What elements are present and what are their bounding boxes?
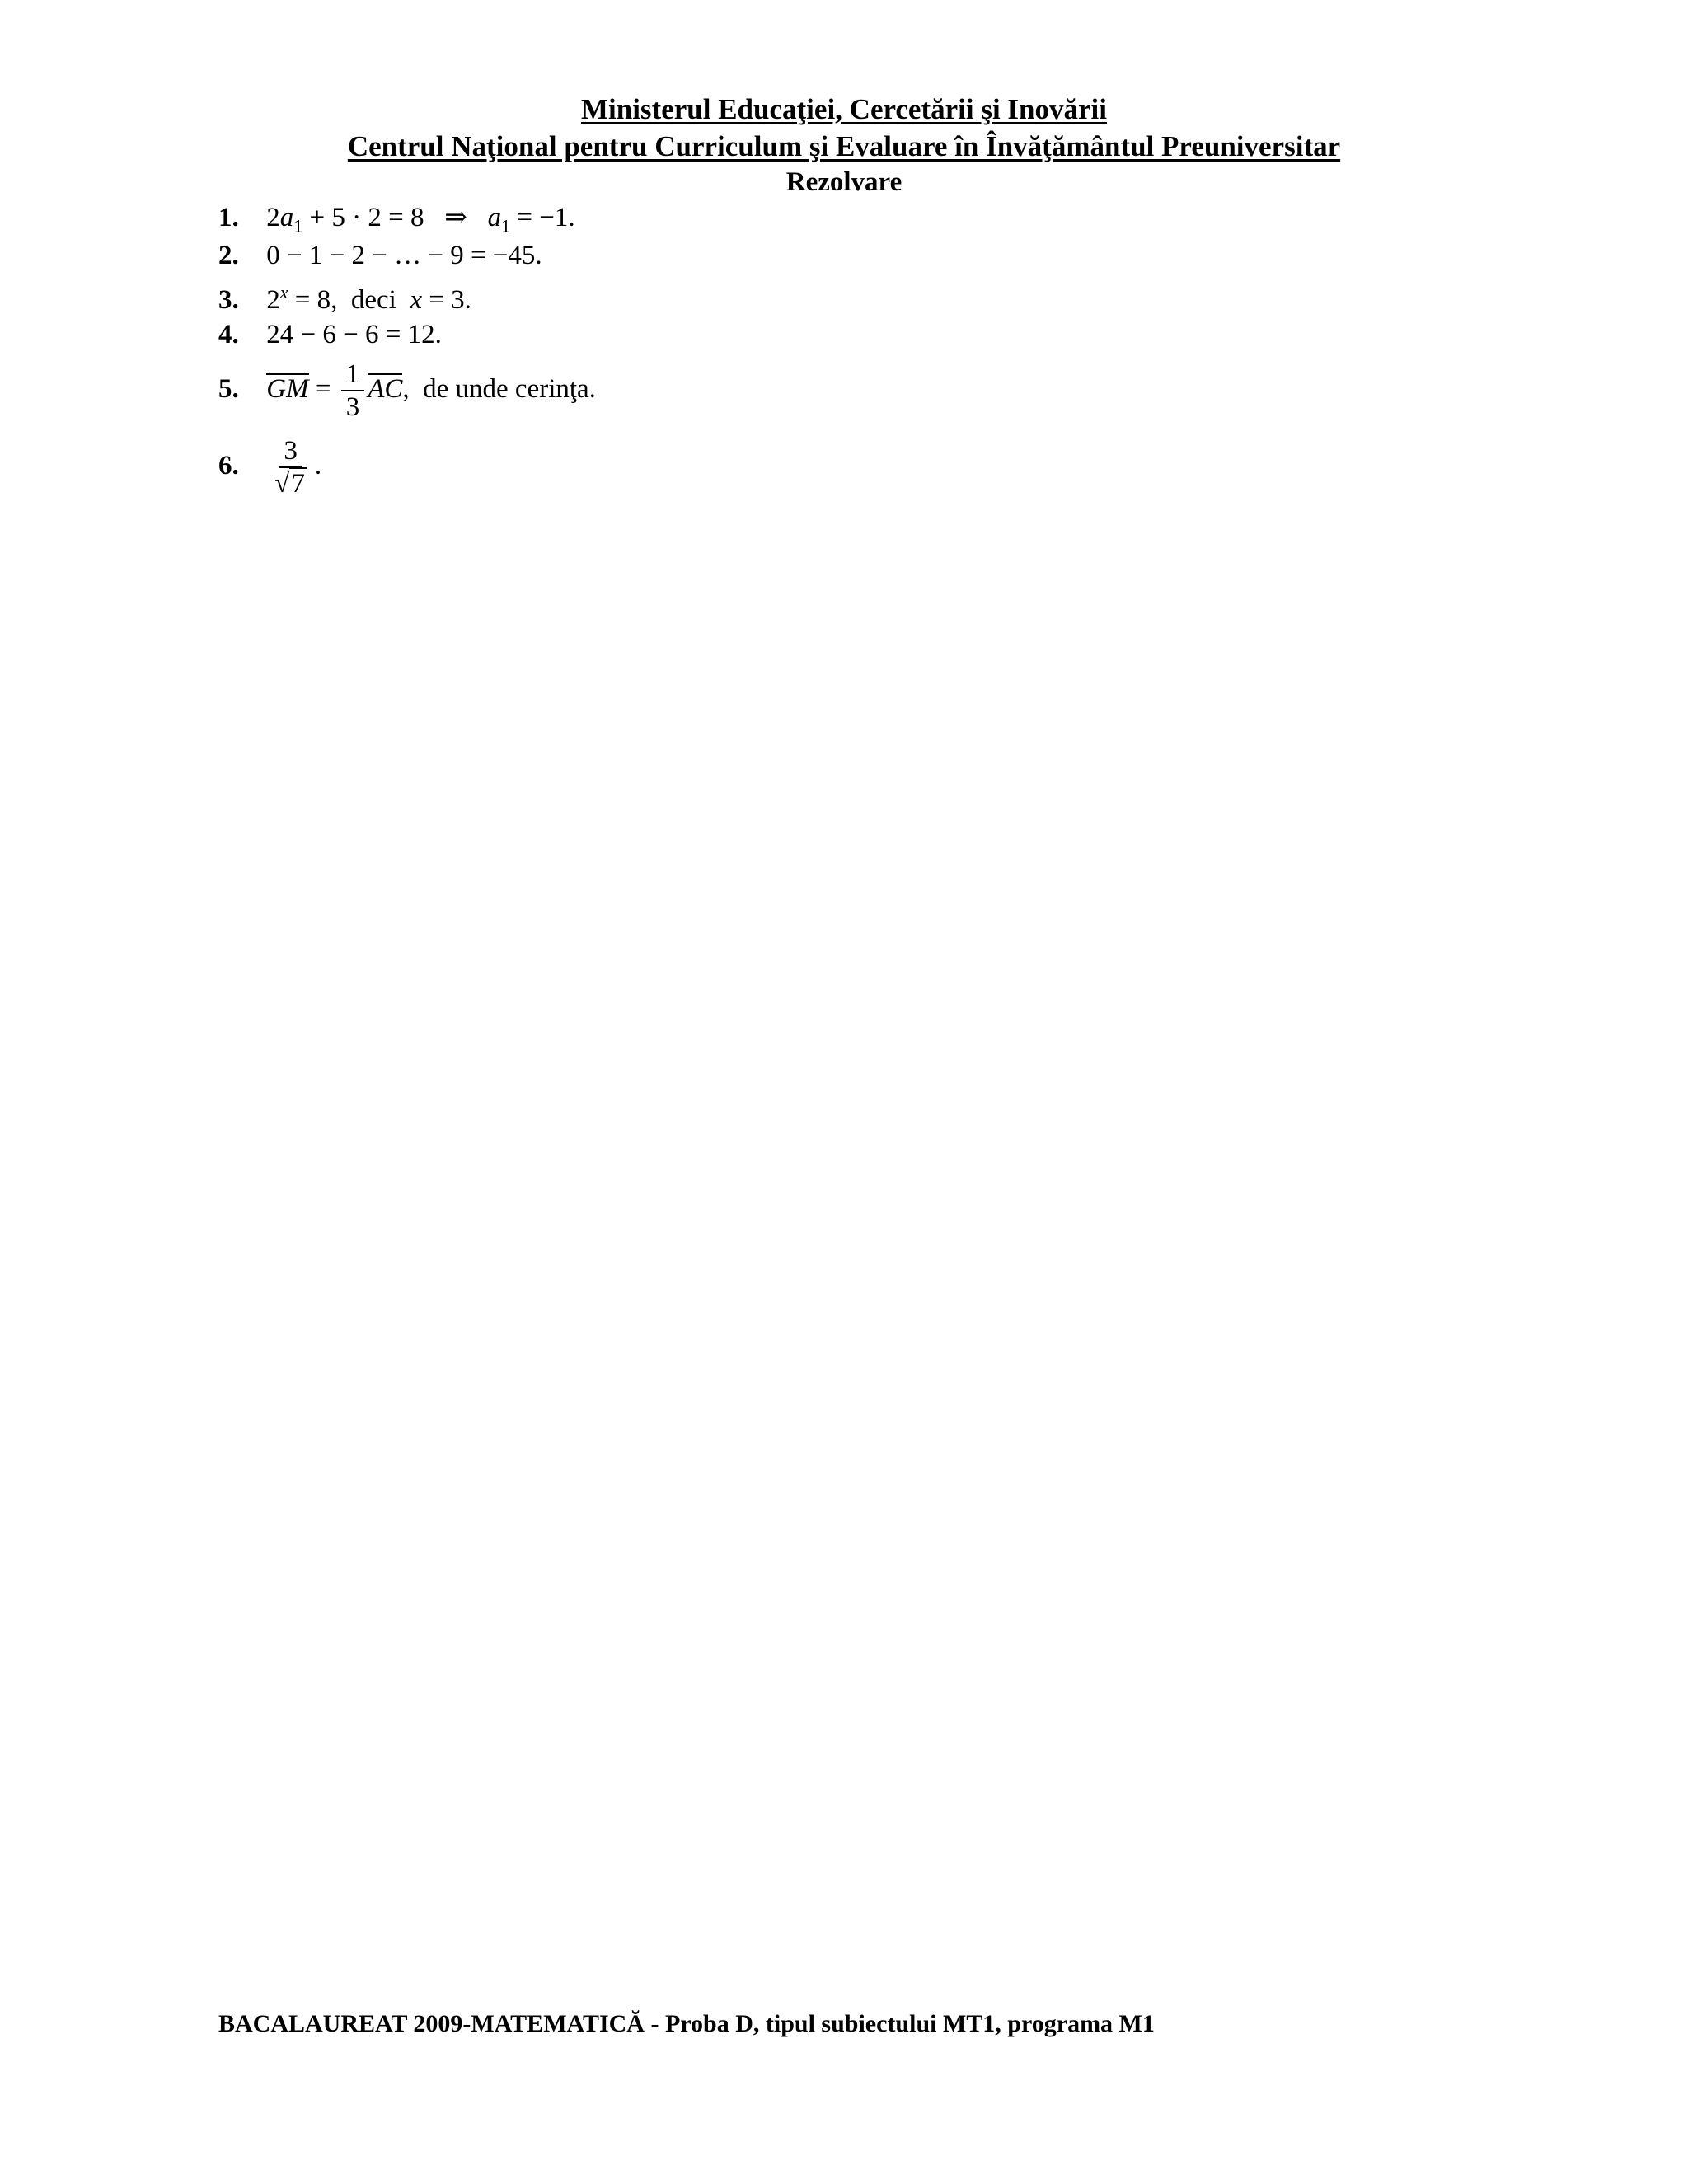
page-footer: BACALAUREAT 2009-MATEMATICĂ - Proba D, tipul subiectului MT1, programa M1 bbox=[218, 2010, 1155, 2037]
solution-item-5 bbox=[218, 359, 596, 423]
item-4-expression: 24 − 6 − 6 = 12. bbox=[266, 320, 442, 349]
fraction-three-over-sqrt7: $\frac{3}{√7}$ bbox=[274, 436, 305, 499]
center-title: Centrul Naţional pentru Curriculum şi Evaluare în Învăţământul Preuniversitar bbox=[347, 130, 1341, 162]
vector-gm: GM bbox=[266, 373, 309, 404]
item-number: 3. bbox=[218, 285, 239, 315]
header-subtitle: Rezolvare bbox=[785, 167, 903, 197]
item-3-expression: $2^x = 8$, deci x = 3. bbox=[266, 282, 471, 315]
sqrt-symbol: √7 bbox=[274, 469, 305, 499]
fraction-one-third: $\frac{1}{3}$ bbox=[341, 359, 365, 423]
item-6-expression: $\frac{3}{√7}$ . bbox=[266, 451, 321, 480]
solution-item-2 bbox=[218, 241, 542, 271]
item-number: 5. bbox=[218, 373, 239, 404]
item-number: 4. bbox=[218, 320, 239, 349]
header-center bbox=[0, 130, 1688, 163]
solution-item-6 bbox=[218, 435, 321, 499]
solution-item-3 bbox=[218, 282, 471, 316]
item-number: 1. bbox=[218, 203, 239, 232]
solution-item-1 bbox=[218, 200, 575, 237]
ministry-title: Ministerul Educaţiei, Cercetării şi Inovării bbox=[580, 93, 1107, 125]
solution-item-4 bbox=[218, 320, 442, 350]
item-number: 2. bbox=[218, 241, 239, 270]
item-5-expression: GM = $\frac{1}{3}$ AC, de unde cerinţa. bbox=[266, 359, 596, 422]
item-number: 6. bbox=[218, 450, 239, 480]
header-ministry bbox=[0, 93, 1688, 126]
item-2-expression: 0 − 1 − 2 − … − 9 = −45. bbox=[266, 241, 542, 270]
item-1-expression: $2a_1 + 5 \cdot 2 = 8$ ⇒ $a_1 = -1$. bbox=[266, 203, 575, 237]
vector-ac: AC bbox=[368, 373, 403, 404]
